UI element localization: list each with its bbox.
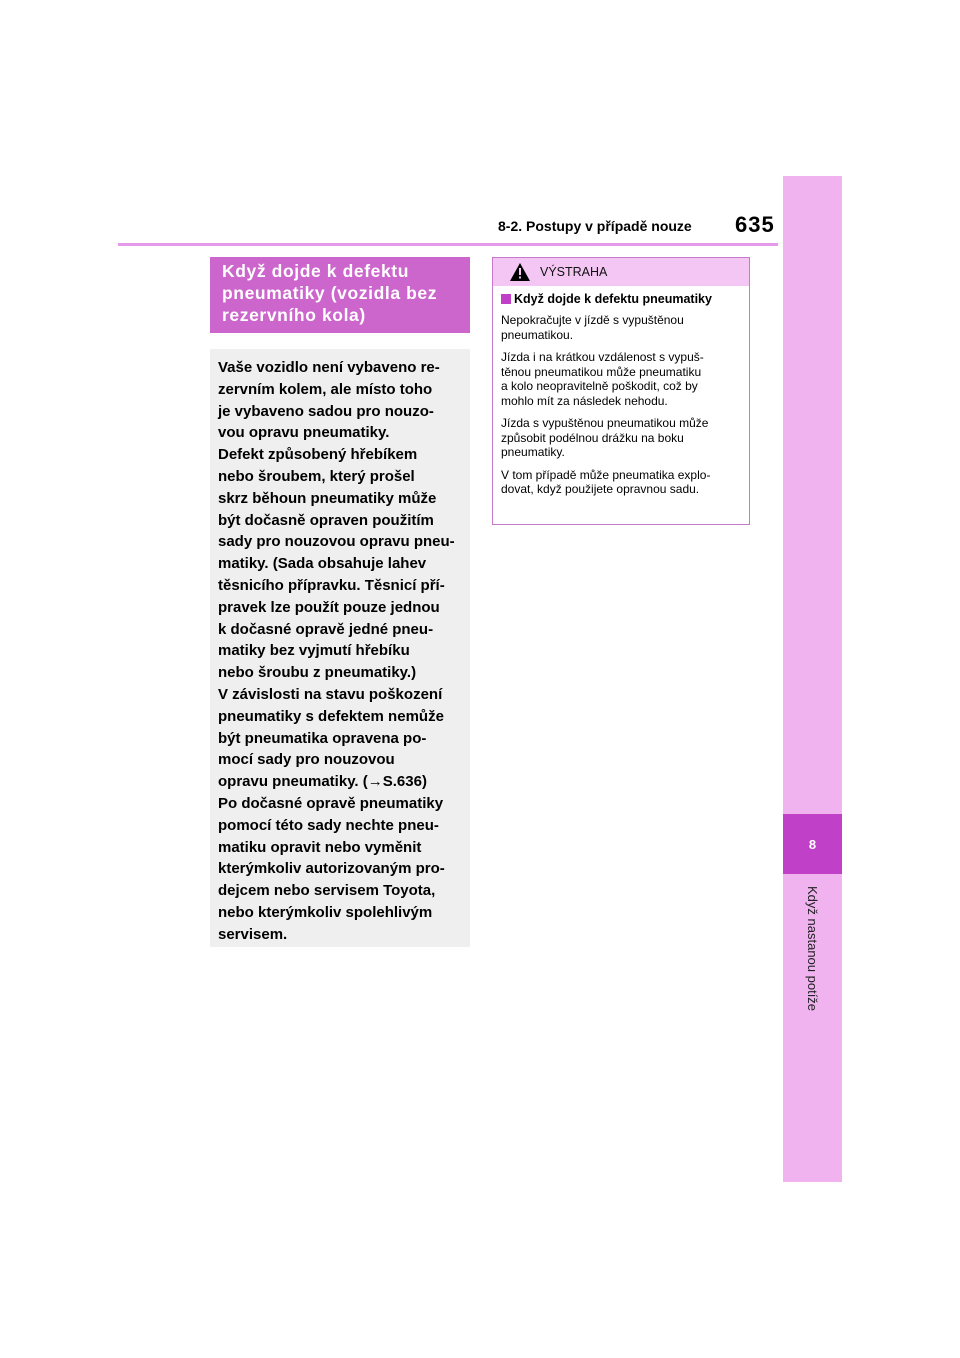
warning-subheading [501, 292, 741, 306]
body-text-line: být pneumatika opravena po- [218, 729, 427, 747]
header-section-title: 8-2. Postupy v případě nouze [498, 218, 692, 234]
body-text-line: servisem. [218, 925, 288, 943]
body-text-line: matiky bez vyjmutí hřebíku [218, 642, 410, 660]
warning-content [493, 286, 749, 497]
warning-paragraph [501, 416, 741, 460]
body-text-line: matiky. (Sada obsahuje lahev [218, 555, 427, 573]
warning-paragraph [501, 468, 741, 497]
heading-line: Když dojde k defektu [222, 261, 410, 281]
body-text-line: vou opravu pneumatiky. [218, 424, 390, 442]
warning-text-line: pneumatiky. [501, 445, 565, 459]
warning-box [492, 257, 750, 525]
heading-line: pneumatiky (vozidla bez [222, 283, 438, 303]
body-text-line: kterýmkoliv autorizovaným pro- [218, 860, 445, 878]
warning-text-line: Jízda i na krátkou vzdálenost s vypuš- [501, 350, 704, 364]
body-text-line: je vybaveno sadou pro nouzo- [218, 402, 434, 420]
warning-paragraph [501, 313, 741, 342]
warning-paragraphs [501, 313, 741, 497]
body-text-line: Defekt způsobený hřebíkem [218, 446, 418, 464]
header-divider [118, 243, 778, 246]
warning-text-line: mohlo mít za následek nehodu. [501, 393, 668, 408]
body-text-line: matiku opravit nebo vyměnit [218, 838, 422, 856]
body-text-line: Vaše vozidlo není vybaveno re- [218, 359, 440, 376]
body-text-line: V závislosti na stavu poškození [218, 685, 443, 703]
warning-header [493, 258, 749, 286]
body-text-line: dejcem nebo servisem Toyota, [218, 882, 436, 900]
section-heading [210, 257, 470, 333]
warning-text-line: V tom případě může pneumatika explo- [501, 467, 711, 482]
body-text-line: být dočasně opraven použitím [218, 511, 434, 529]
chapter-number: 8 [783, 814, 842, 874]
body-text-line: sady pro nouzovou opravu pneu- [218, 533, 455, 551]
body-text-line: zervním kolem, ale místo toho [218, 380, 433, 398]
left-column [210, 257, 470, 947]
body-text-line: nebo šroubem, který prošel [218, 467, 415, 485]
warning-paragraph [501, 350, 741, 408]
warning-text-line: Nepokračujte v jízdě s vypuštěnou [501, 313, 684, 327]
warning-text-line: a kolo neopravitelně poškodit, což by [501, 379, 698, 393]
body-text-line: nebo kterýmkoliv spolehlivým [218, 903, 433, 921]
warning-text-line: Jízda s vypuštěnou pneumatikou může [501, 416, 709, 430]
heading-line: rezervního kola) [222, 305, 366, 325]
body-text-line: opravu pneumatiky. (→S.636) [218, 773, 427, 791]
warning-text-line: pneumatikou. [501, 327, 574, 342]
page-number: 635 [735, 212, 775, 237]
warning-text-line: těnou pneumatikou může pneumatiku [501, 364, 702, 379]
body-text-line: těsnicího přípravku. Těsnicí pří- [218, 576, 445, 594]
warning-triangle-icon [510, 263, 530, 281]
body-text-line: k dočasné opravě jedné pneu- [218, 620, 434, 638]
warning-text-line: způsobit podélnou drážku na boku [501, 430, 684, 445]
chapter-side-tab [783, 176, 842, 1182]
body-text-line: Po dočasné opravě pneumatiky [218, 794, 444, 812]
body-text-line: nebo šroubu z pneumatiky.) [218, 664, 417, 682]
body-text-line: pravek lze použít pouze jednou [218, 598, 440, 616]
square-bullet-icon [501, 294, 511, 304]
chapter-title: Když nastanou potíže [805, 886, 820, 1012]
warning-subheading-text: Když dojde k defektu pneumatiky [514, 292, 712, 306]
body-text-line: skrz běhoun pneumatiky může [218, 489, 437, 507]
section-body [210, 349, 470, 947]
warning-text-line: dovat, když použijete opravnou sadu. [501, 482, 700, 496]
body-text-line: pneumatiky s defektem nemůže [218, 707, 444, 725]
body-text-line: pomocí této sady nechte pneu- [218, 816, 439, 834]
body-text-line: mocí sady pro nouzovou [218, 751, 395, 769]
warning-title: VÝSTRAHA [540, 265, 608, 279]
